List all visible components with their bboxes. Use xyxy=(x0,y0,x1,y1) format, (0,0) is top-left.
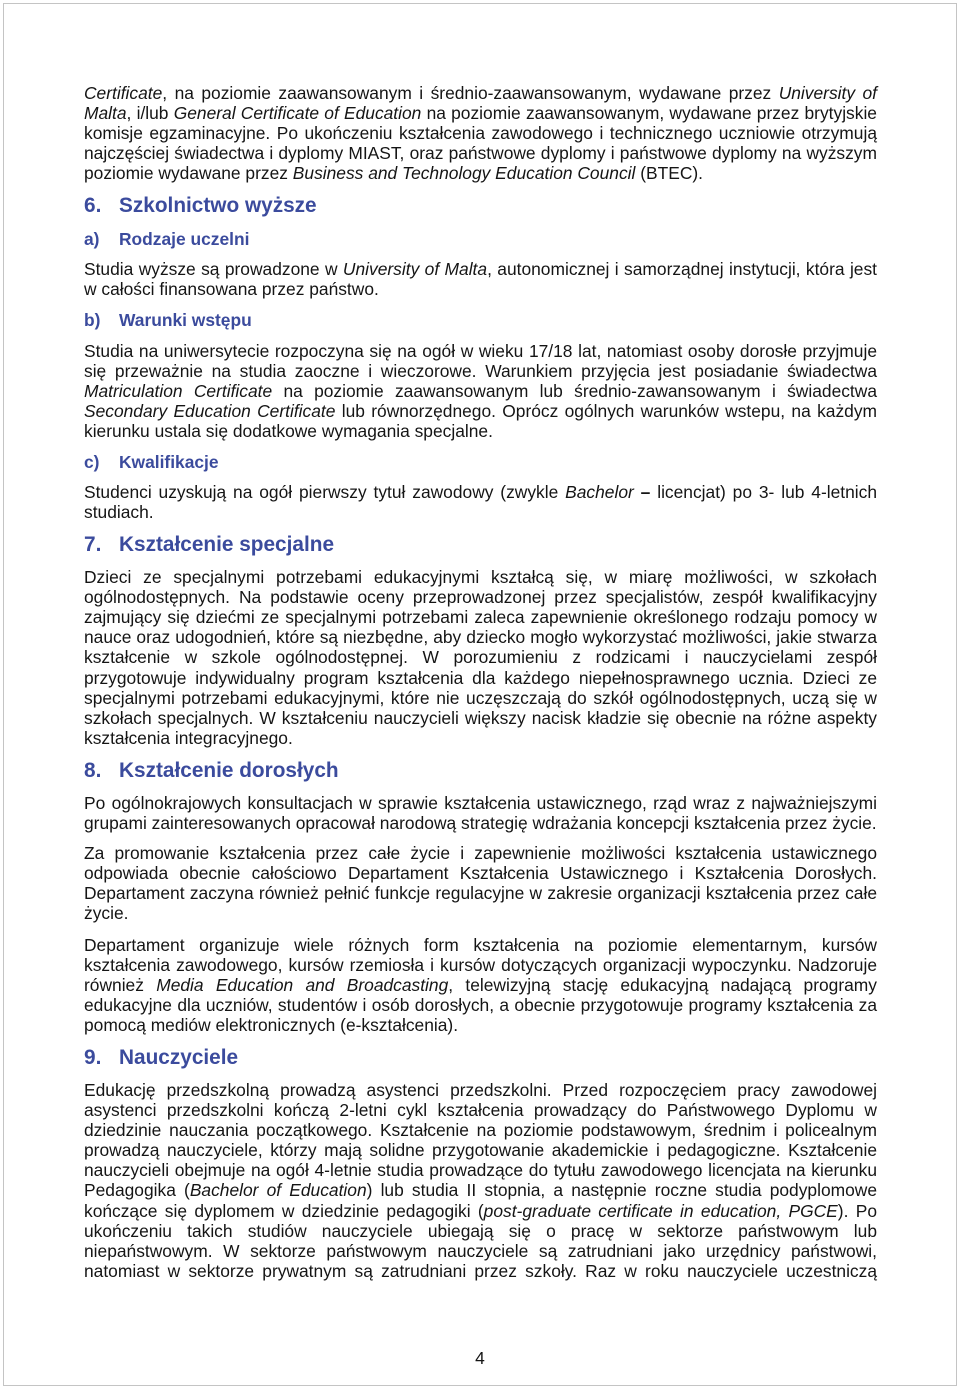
section-number: 6. xyxy=(84,194,102,218)
text-segment: (BTEC). xyxy=(635,163,704,184)
text-segment-italic: post-graduate certificate in education, PGCE xyxy=(483,1200,838,1221)
intro-paragraph xyxy=(84,83,877,183)
section-9-heading xyxy=(84,1046,877,1070)
subsection-label: c) xyxy=(84,451,100,472)
text-segment-italic: University of Malta xyxy=(342,258,488,279)
section-title: Kształcenie dorosłych xyxy=(119,758,339,782)
subsection-label: b) xyxy=(84,309,101,330)
subsection-c-heading xyxy=(84,452,877,472)
text-segment: ). Po ukończeniu takich studiów nauczyciele ubiegają się o pracę w sektorze państwowym lub niepaństwowym. W sektorze państwowym nauczyciele są zatrudniani jako urzędnicy państwowi, natomiast w sektorze prywatnym są zatrudniani przez szkoły. Raz w roku nauczyciele uczestniczą xyxy=(84,1200,877,1281)
subsection-c-paragraph xyxy=(84,482,877,522)
text-segment-italic: Bachelor of Education xyxy=(189,1180,367,1201)
subsection-a-paragraph xyxy=(84,259,877,299)
section-title: Kształcenie specjalne xyxy=(119,533,335,557)
text-segment: , telewizyjną stację edukacyjną nadającą programy edukacyjne dla uczniów, studentów i osób dorosłych, a obecnie przygotowuje programy kształcenia za pomocą mediów elektronicznych (e-kształcenia). xyxy=(84,975,877,1036)
text-segment-italic: Matriculation Certificate xyxy=(84,381,273,402)
text-segment-italic: Bachelor xyxy=(565,481,634,502)
text-segment: ) lub studia II stopnia, a następnie roczne studia podyplomowe kończące się dyplomem w dziedzinie pedagogiki ( xyxy=(84,1180,878,1221)
subsection-title: Rodzaje uczelni xyxy=(119,229,250,250)
section-number: 9. xyxy=(84,1045,102,1069)
section-6-heading xyxy=(84,194,877,218)
section-number: 8. xyxy=(84,758,102,782)
section-9-paragraph xyxy=(84,1080,877,1281)
text-segment: , i/lub xyxy=(126,103,174,124)
subsection-label: a) xyxy=(84,229,100,250)
section-7-heading xyxy=(84,533,877,557)
text-segment: , na poziomie zaawansowanym i średnio-zaawansowanym, wydawane przez xyxy=(162,83,779,103)
text-segment: Departament organizuje wiele różnych form kształcenia na poziomie elementarnym, kursów kształcenia zawodowego, kursów rzemiosła i kursów dotyczących organizacji wypoczynku. Nadzoruje również xyxy=(84,935,877,996)
text-segment: na poziomie zaawansowanym, wydawane przez brytyjskie komisje egzaminacyjne. Po ukończeniu kształcenia zawodowego i technicznego uczniowie otrzymują najczęściej świadectwa i dyplomy MIAST, oraz państwowe dyplomy i państwowe dyplomy na wyższym poziomie wydawane przez xyxy=(84,103,877,184)
text-segment: Studenci uzyskują na ogół pierwszy tytuł zawodowy (zwykle xyxy=(84,481,566,502)
subsection-b-heading xyxy=(84,310,877,330)
text-segment-italic: Secondary Education Certificate xyxy=(84,401,336,422)
text-segment: Edukację przedszkolną prowadzą asystenci przedszkolni. Przed rozpoczęciem pracy zawodowej asystenci przedszkolni kończą 2-letni cykl kształcenia prowadzący do Państwowego Dyplomu w dziedzinie nauczania początkowego. Kształcenie na poziomie podstawowym, średnim i policealnym prowadzą nauczyciele, którzy mają solidne przygotowanie akademickie i pedagogiczne. Kształcenie nauczycieli obejmuje na ogół 4-letnie studia prowadzące do tytułu zawodowego licencjata na kierunku Pedagogika ( xyxy=(84,1079,877,1201)
section-title: Szkolnictwo wyższe xyxy=(119,194,317,218)
section-8-heading xyxy=(84,759,877,783)
section-8-paragraph-1: Po ogólnokrajowych konsultacjach w sprawie kształcenia ustawicznego, rząd wraz z najważniejszymi grupami zainteresowanych opracował narodową strategię wdrażania koncepcji kształcenia przez życie. xyxy=(84,792,877,834)
dash-separator: – xyxy=(640,481,651,502)
section-7-paragraph: Dzieci ze specjalnymi potrzebami edukacyjnymi kształcą się, w miarę możliwości, w szkołach ogólnodostępnych. Na podstawie oceny przeprowadzonej przez specjalistów, zespół kwalifikacyjny zajmujący się dziećmi ze specjalnymi potrzebami zaleca zapewnienie określonego rodzaju pomocy w nauce oraz udogodnień, które są niezbędne, aby dziecko mogło wykorzystać możliwości, jakie stwarza kształcenie w szkole ogólnodostępnej. W porozumieniu z rodzicami i nauczycielami zespół przygotowuje indywidualny program kształcenia dla każdego niepełnosprawnego ucznia. Dzieci ze specjalnymi potrzebami edukacyjnymi, które nie uczęszczają do szkół ogólnodostępnych, uczą się w szkołach specjalnych. W kształceniu nauczycieli większy nacisk kładzie się obecnie na różne aspekty kształcenia integracyjnego. xyxy=(84,567,877,748)
text-segment-italic: University of Malta xyxy=(84,83,877,124)
page-number: 4 xyxy=(475,1348,485,1368)
text-segment: Studia wyższe są prowadzone w xyxy=(84,258,343,279)
subsection-title: Warunki wstępu xyxy=(119,309,252,330)
text-segment-italic: Certificate xyxy=(84,83,163,103)
section-8-paragraph-2: Za promowanie kształcenia przez całe życie i zapewnienie możliwości kształcenia ustawicznego odpowiada obecnie całościowo Departament Kształcenia Ustawicznego i Kształcenia Dorosłych. Departament zaczyna również pełnić funkcje regulacyjne w zakresie organizacji kształcenia przez całe życie. xyxy=(84,843,877,924)
text-segment: na poziomie zaawansowanym lub średnio-zawansowanym i świadectwa xyxy=(272,381,877,402)
text-segment-italic: General Certificate of Education xyxy=(173,103,422,124)
text-segment: lub równorzędnego. Oprócz ogólnych warunków wstepu, na każdym kierunku ustala się dodatkowe wymagania specjalne. xyxy=(84,401,877,442)
section-title: Nauczyciele xyxy=(119,1045,239,1069)
page-content xyxy=(84,83,877,1281)
subsection-a-heading xyxy=(84,229,877,249)
subsection-title: Kwalifikacje xyxy=(119,451,219,472)
text-segment: licencjat) po 3- lub 4-letnich studiach. xyxy=(84,481,878,522)
text-segment: Studia na uniwersytecie rozpoczyna się na ogół w wieku 17/18 lat, natomiast osoby dorosłe przyjmuje się przeważnie na studia zaoczne i wieczorowe. Warunkiem przyjęcia jest posiadanie świadectwa xyxy=(84,340,877,381)
text-segment: , autonomicznej i samorządnej instytucji, która jest w całości finansowana przez państwo. xyxy=(84,258,878,299)
subsection-b-paragraph xyxy=(84,341,877,441)
section-number: 7. xyxy=(84,533,102,557)
section-8-paragraph-3 xyxy=(84,935,877,1035)
text-segment-italic: Business and Technology Education Council xyxy=(292,163,636,184)
text-segment-italic: Media Education and Broadcasting xyxy=(156,975,449,996)
text-segment xyxy=(634,482,641,502)
